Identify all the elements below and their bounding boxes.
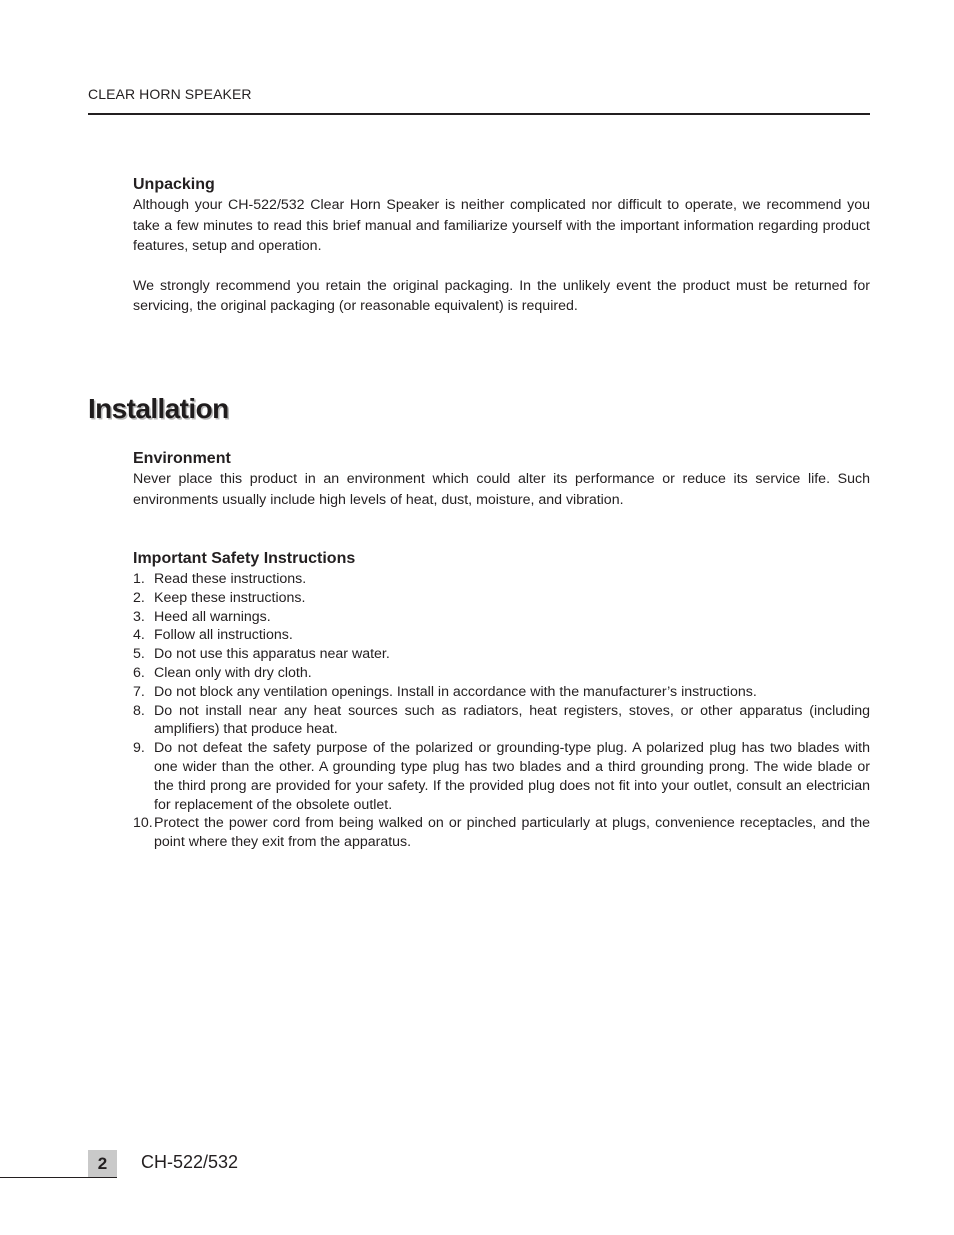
list-item: 8. Do not install near any heat sources such as radiators, heat registers, stoves, or other apparatus (including amplifiers) that produce heat. xyxy=(133,702,870,738)
list-item: 9. Do not defeat the safety purpose of the polarized or grounding-type plug. A polarized plug has two blades with one wider than the other. A grounding type plug has two blades and a third grounding prong. The wide blade or the third prong are provided for your safety. If the provided plug does not fit into your outlet, consult an electrician for replacement of the obsolete outlet. xyxy=(133,740,870,813)
list-item: 4. Follow all instructions. xyxy=(133,627,293,644)
unpacking-paragraph-1: Although your CH-522/532 Clear Horn Speaker is neither complicated nor difficult to operate, we recommend you take a few minutes to read this brief manual and familiarize yourself with the important information regarding product features, setup and operation. xyxy=(133,197,870,254)
list-item: 1. Read these instructions. xyxy=(133,571,307,587)
footer-model: CH-522/532 xyxy=(141,1152,239,1172)
page-number: 2 xyxy=(88,1150,117,1177)
list-item: 7. Do not block any ventilation openings. Install in accordance with the manufacturer’s instructions. xyxy=(133,683,757,700)
unpacking-heading: Unpacking xyxy=(133,176,215,193)
environment-section xyxy=(133,449,870,510)
environment-heading: Environment xyxy=(133,450,231,467)
unpacking-paragraph-2: We strongly recommend you retain the original packaging. In the unlikely event the product must be returned for servicing, the original packaging (or reasonable equivalent) is required. xyxy=(133,277,870,314)
installation-heading: Installation xyxy=(88,393,229,424)
list-item: 3. Heed all warnings. xyxy=(133,608,271,625)
header-divider xyxy=(88,113,870,115)
running-header: CLEAR HORN SPEAKER xyxy=(88,86,252,102)
list-item: 10. Protect the power cord from being walked on or pinched particularly at plugs, convenience receptacles, and the point where they exit from the apparatus. xyxy=(133,815,870,851)
safety-section xyxy=(133,549,870,852)
unpacking-section xyxy=(133,175,870,317)
safety-heading: Important Safety Instructions xyxy=(133,550,356,567)
list-item: 2. Keep these instructions. xyxy=(133,589,306,606)
footer-divider xyxy=(0,1177,117,1178)
safety-instructions-list xyxy=(133,570,870,852)
environment-paragraph: Never place this product in an environment which could alter its performance or reduce its service life. Such environments usually include high levels of heat, dust, moisture, and vibration. xyxy=(133,471,870,508)
list-item: 6. Clean only with dry cloth. xyxy=(133,664,312,681)
list-item: 5. Do not use this apparatus near water. xyxy=(133,646,390,663)
